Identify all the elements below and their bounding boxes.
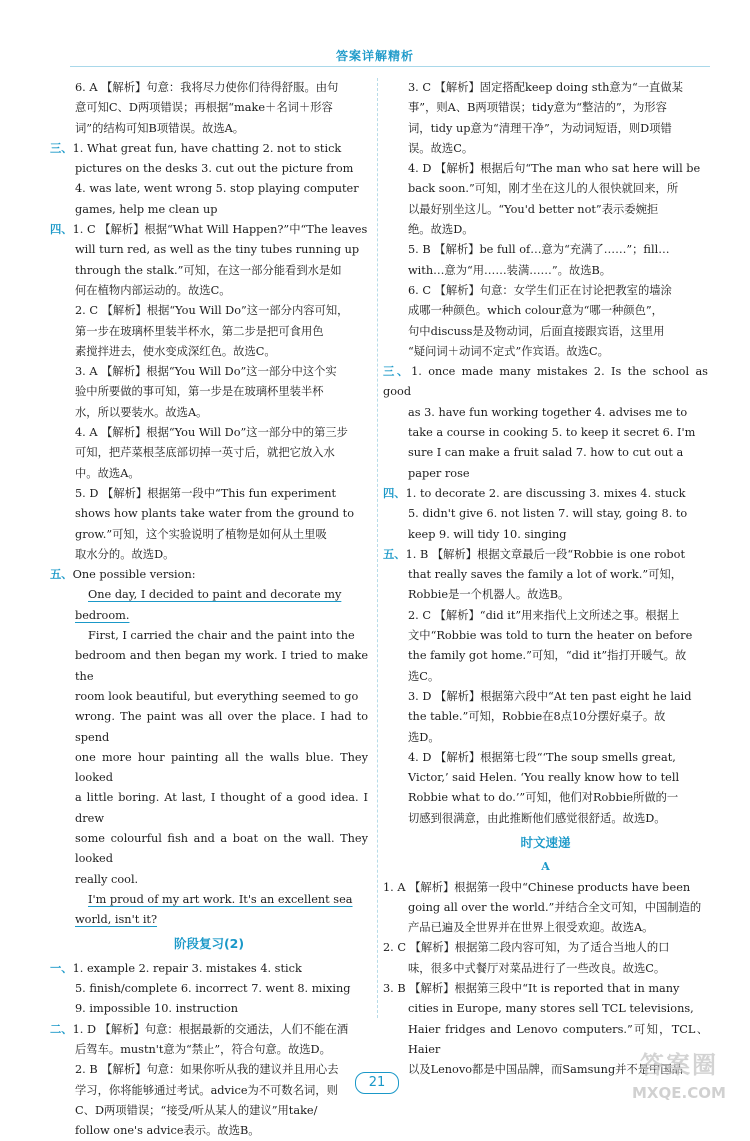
header-rule bbox=[70, 66, 710, 67]
text-line: 可知，把芹菜根茎底部切掉一英寸后，就把它放入水 bbox=[75, 446, 335, 460]
answer-text: 1. B 【解析】根据文章最后一段“Robbie is one robot bbox=[405, 547, 685, 561]
text-line: Haier fridges and Lenovo computers.”可知，TCL、Haier bbox=[408, 1022, 708, 1056]
answer-text: 1. example 2. repair 3. mistakes 4. stick bbox=[72, 961, 302, 975]
essay-line bbox=[50, 910, 368, 930]
news-title: 时文速递 bbox=[520, 834, 571, 850]
text-line: cities in Europe, many stores sell TCL televisions, bbox=[408, 1002, 694, 1016]
text-line: 选C。 bbox=[408, 669, 440, 683]
text-line bbox=[50, 139, 368, 159]
text-line: 以最好别坐这儿。“You'd better not”表示委婉拒 bbox=[408, 202, 659, 216]
right-column bbox=[383, 78, 708, 1081]
section-number: 三、 bbox=[383, 365, 412, 379]
text-line: 意可知C、D两项错误；再根据“make＋名词＋形容 bbox=[75, 101, 333, 115]
essay-line: one more hour painting all the walls blue. They looked bbox=[75, 750, 368, 785]
essay-line bbox=[50, 606, 368, 626]
text-line: 词，tidy up意为“清理干净”，为动词短语，则D项错 bbox=[408, 121, 672, 135]
section-number: 四、 bbox=[50, 223, 73, 237]
essay-line bbox=[50, 585, 368, 605]
watermark-logo: 答案圈 bbox=[640, 1051, 718, 1079]
text-line: 5. didn't give 6. not listen 7. will stay, going 8. to bbox=[408, 507, 688, 521]
essay-line: a little boring. At last, I thought of a good idea. I drew bbox=[75, 791, 368, 825]
text-line bbox=[383, 362, 708, 403]
text-line: 3. B 【解析】根据第三段中“It is reported that in many bbox=[383, 982, 680, 996]
section-4 bbox=[50, 220, 368, 565]
text-line: 2. C 【解析】根据“You Will Do”这一部分内容可知， bbox=[75, 304, 349, 318]
text-line: 何在植物内部运动的。故选C。 bbox=[75, 283, 231, 297]
section-3 bbox=[383, 362, 708, 484]
underlined-text: One day, I decided to paint and decorate my bbox=[88, 588, 342, 602]
text-line: 选D。 bbox=[408, 730, 440, 744]
text-line: paper rose bbox=[408, 466, 470, 480]
text-line: 成哪一种颜色。which colour意为“哪一种颜色”， bbox=[408, 304, 663, 318]
underlined-text: I'm proud of my art work. It's an excellent sea bbox=[88, 892, 353, 906]
text-line: 5. D 【解析】根据第一段中“This fun experiment bbox=[75, 486, 337, 500]
text-line: 3. A 【解析】根据“You Will Do”这一部分中这个实 bbox=[75, 365, 337, 379]
left-column bbox=[50, 78, 368, 1141]
news-subtitle: A bbox=[541, 860, 550, 874]
text-line: 文中“Robbie was told to turn the heater on before bbox=[408, 629, 693, 643]
review-section-1 bbox=[50, 959, 368, 1020]
text-line: 绝。故选D。 bbox=[408, 223, 474, 237]
text-line: 事”，则A、B两项错误；tidy意为“整洁的”，为形容 bbox=[408, 101, 667, 115]
text-line: 误。故选C。 bbox=[408, 141, 474, 155]
essay-heading: One possible version: bbox=[72, 568, 196, 582]
section-number: 一、 bbox=[50, 961, 73, 975]
essay-line: room look beautiful, but everything seemed to go bbox=[75, 689, 359, 703]
text-line: as 3. have fun working together 4. advises me to bbox=[408, 405, 688, 419]
column-divider bbox=[377, 78, 378, 1018]
text-line bbox=[383, 545, 708, 565]
text-line: 2. C 【解析】根据第二段内容可知，为了适合当地人的口 bbox=[383, 941, 670, 955]
essay-line: First, I carried the chair and the paint into the bbox=[88, 629, 355, 643]
text-line: 句中discuss是及物动词，后面直接跟宾语，这里用 bbox=[408, 324, 665, 338]
text-line bbox=[50, 220, 368, 240]
text-line: going all over the world.”并结合全文可知，中国制造的 bbox=[408, 900, 702, 914]
essay-line bbox=[50, 890, 368, 910]
essay-line: some colourful fish and a boat on the wall. They looked bbox=[75, 831, 368, 866]
text-line: games, help me clean up bbox=[75, 202, 218, 216]
text-line: sure I can make a fruit salad 7. how to cut out a bbox=[408, 446, 684, 460]
text-line: the family got home.”可知，“did it”指打开暖气。故 bbox=[408, 649, 687, 663]
text-line: 1. A 【解析】根据第一段中“Chinese products have been bbox=[383, 880, 691, 894]
text-line bbox=[50, 959, 368, 979]
text-line: 6. C 【解析】句意：女学生们正在讨论把教室的墙涂 bbox=[408, 283, 672, 297]
text-line: 第一步在玻璃杯里装半杯水，第二步是把可食用色 bbox=[75, 324, 324, 338]
section-number: 三、 bbox=[50, 141, 73, 155]
text-line: 水，所以要装水。故选A。 bbox=[75, 405, 208, 419]
watermark-url: MXQE.COM bbox=[632, 1084, 726, 1102]
text-line: grow.”可知，这个实验说明了植物是如何从土里吸 bbox=[75, 527, 327, 541]
text-line: 以及Lenovo都是中国品牌，而Samsung并不是中国品 bbox=[408, 1063, 683, 1077]
section-5-essay bbox=[50, 565, 368, 930]
text-line: 中。故选A。 bbox=[75, 466, 140, 480]
text-line bbox=[50, 565, 368, 585]
header-title: 答案详解精析 bbox=[335, 49, 414, 63]
text-line: 切感到很满意，由此推断他们感觉很舒适。故选D。 bbox=[408, 811, 666, 825]
text-line: 后驾车。mustn't意为“禁止”，符合句意。故选D。 bbox=[75, 1042, 331, 1056]
answer-text: 1. D 【解析】句意：根据最新的交通法，人们不能在酒 bbox=[72, 1022, 349, 1036]
section-5 bbox=[383, 545, 708, 829]
text-line: 3. D 【解析】根据第六段中“At ten past eight he laid bbox=[408, 689, 692, 703]
text-line: shows how plants take water from the ground to bbox=[75, 507, 354, 521]
section-3 bbox=[50, 139, 368, 220]
text-line: C、D两项错误；“接受/听从某人的建议”用take/ bbox=[75, 1103, 318, 1117]
text-line: follow one's advice表示。故选B。 bbox=[75, 1124, 260, 1138]
text-line: 5. finish/complete 6. incorrect 7. went 8. mixing bbox=[75, 982, 351, 996]
text-line: 2. B 【解析】句意：如果你听从我的建议并且用心去 bbox=[75, 1063, 339, 1077]
text-line: will turn red, as well as the tiny tubes running up bbox=[75, 243, 360, 257]
text-line: 4. D 【解析】根据第七段“‘The soup smells great, bbox=[408, 750, 676, 764]
text-line: 5. B 【解析】be full of…意为“充满了……”；fill… bbox=[408, 243, 670, 257]
underlined-text: bedroom. bbox=[75, 608, 130, 622]
essay-line: bedroom and then began my work. I tried to make the bbox=[75, 649, 368, 683]
answer-text: 1. to decorate 2. are discussing 3. mixes 4. stuck bbox=[405, 486, 686, 500]
answer-text: 1. C 【解析】根据“What Will Happen?”中“The leaves bbox=[72, 223, 368, 237]
text-line: “疑问词＋动词不定式”作宾语。故选C。 bbox=[408, 344, 609, 358]
text-line: 4. was late, went wrong 5. stop playing computer bbox=[75, 182, 359, 196]
text-line: take a course in cooking 5. to keep it secret 6. I'm bbox=[408, 426, 696, 440]
text-line: through the stalk.”可知，在这一部分能看到水是如 bbox=[75, 263, 342, 277]
text-line bbox=[383, 484, 708, 504]
text-line: the table.”可知，Robbie在8点10分摆好桌子。故 bbox=[408, 710, 666, 724]
section-number: 五、 bbox=[383, 547, 406, 561]
section-number: 四、 bbox=[383, 486, 406, 500]
text-line: 味，很多中式餐厅对菜品进行了一些改良。故选C。 bbox=[408, 961, 666, 975]
page-number: 21 bbox=[355, 1072, 399, 1094]
text-line: 产品已遍及全世界并在世界上很受欢迎。故选A。 bbox=[408, 921, 654, 935]
section-4 bbox=[383, 484, 708, 545]
text-line: Robbie what to do.’”可知，他们对Robbie所做的一 bbox=[408, 791, 679, 805]
section-number: 五、 bbox=[50, 568, 73, 582]
text-line: pictures on the desks 3. cut out the picture from bbox=[75, 162, 354, 176]
text-line: 验中所要做的事可知，第一步是在玻璃杯里装半杯 bbox=[75, 385, 324, 399]
essay-line: really cool. bbox=[75, 872, 139, 886]
text-line: 3. C 【解析】固定搭配keep doing sth意为“一直做某 bbox=[408, 81, 683, 94]
text-line: 词”的结构可知B项错误。故选A。 bbox=[75, 121, 245, 135]
text-line: 6. A 【解析】句意：我将尽力使你们待得舒服。由句 bbox=[75, 81, 339, 94]
essay-line: wrong. The paint was all over the place. I had to spend bbox=[75, 710, 368, 744]
text-line: 2. C 【解析】“did it”用来指代上文所述之事。根据上 bbox=[408, 608, 680, 622]
answer-text: 1. once made many mistakes 2. Is the school as good bbox=[383, 365, 708, 399]
text-line: back soon.”可知，刚才坐在这儿的人很快就回来，所 bbox=[408, 182, 679, 196]
page-header bbox=[0, 0, 750, 72]
text-line: Victor,’ said Helen. ‘You really know how to tell bbox=[408, 771, 680, 785]
text-line: 9. impossible 10. instruction bbox=[75, 1002, 239, 1016]
text-line: Robbie是一个机器人。故选B。 bbox=[408, 588, 570, 602]
text-line: 素搅拌进去，使水变成深红色。故选C。 bbox=[75, 344, 276, 358]
text-line: 4. D 【解析】根据后句“The man who sat here will be bbox=[408, 162, 701, 176]
answer-text: 1. What great fun, have chatting 2. not to stick bbox=[72, 141, 342, 155]
underlined-text: world, isn't it? bbox=[75, 913, 158, 927]
text-line bbox=[50, 1020, 368, 1040]
section-number: 二、 bbox=[50, 1022, 73, 1036]
text-line: 取水分的。故选D。 bbox=[75, 547, 175, 561]
review-title: 阶段复习(2) bbox=[173, 936, 245, 952]
text-line: 学习，你将能够通过考试。advice为不可数名词，则 bbox=[75, 1083, 338, 1097]
review-section-2 bbox=[50, 1020, 368, 1141]
text-line: 4. A 【解析】根据“You Will Do”这一部分中的第三步 bbox=[75, 426, 348, 440]
text-line: keep 9. will tidy 10. singing bbox=[408, 527, 567, 541]
text-line: with…意为“用……装满……”。故选B。 bbox=[408, 263, 612, 277]
answer-block bbox=[383, 78, 708, 362]
answer-block bbox=[50, 78, 368, 139]
text-line: that really saves the family a lot of work.”可知， bbox=[408, 568, 683, 582]
